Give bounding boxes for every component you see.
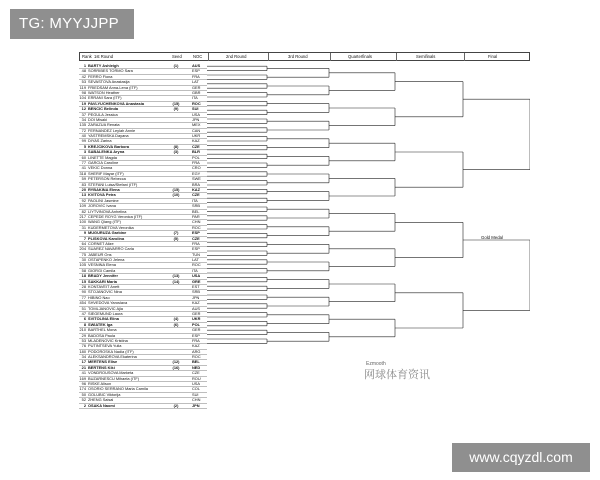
player-rank: 53 [81,337,86,343]
player-rank: 1 [83,63,86,68]
player-rank: 52 [81,397,86,403]
player-name: GOLUBIC Viktorija [88,391,121,397]
header-first-round: 1st Round [94,54,114,59]
player-noc: LAT [192,257,199,263]
player-noc: COL [192,386,200,392]
player-name: STOJANOVIC Nina [88,289,122,295]
player-rank: 29 [81,332,86,338]
player-noc: ITA [192,197,198,203]
player-rank: 17 [81,359,86,365]
player-seed: (12) [172,359,180,365]
player-seed: (2) [173,402,179,408]
player-rank: 64 [81,240,86,246]
player-noc: ESP [192,332,200,338]
player-rank: 109 [79,203,86,209]
bracket-lines [207,64,530,349]
player-name: SWIATEK Iga [88,321,113,327]
player-noc: JPN [192,116,200,122]
draw-sheet [79,52,530,440]
player-name: DOI Misaki [88,116,108,122]
player-name: BRADY Jennifer [88,273,118,279]
player-seed: (13) [172,273,180,279]
player-noc: TUN [192,251,200,257]
player-noc: ESP [192,68,200,74]
player-rank: 454 [79,300,86,306]
player-noc: ITA [192,95,198,101]
player-rank: 3 [83,149,86,155]
player-noc: JPN [192,294,200,300]
player-noc: CHN [192,219,201,225]
first-round-list [79,64,207,409]
player-noc: SUI [192,391,199,397]
player-noc: UKR [192,133,201,139]
player-name: JOROVIC Ivana [88,203,116,209]
player-seed: (4) [173,316,179,322]
player-rank: 318 [79,170,86,176]
player-noc: USA [192,111,200,117]
player-rank: 21 [81,364,86,370]
player-rank: 174 [79,386,86,392]
player-rank: 30 [81,257,86,263]
player-noc: ESP [192,230,200,236]
player-noc: EGY [192,170,201,176]
player-name: TOMLJANOVIC Ajla [88,305,123,311]
player-rank: 41 [81,165,86,171]
player-name: WANG Qiang (ITF) [88,219,121,225]
player-seed: (10) [172,192,180,198]
player-rank: 2 [83,402,86,408]
player-rank: 13 [81,192,86,198]
player-seed: (1) [173,63,179,68]
player-rank: 6 [83,316,86,322]
player-name: CEPEDE ROYG Veronica (ITF) [88,213,143,219]
player-name: YASTREMSKA Dayana [88,133,129,139]
player-rank: 9 [83,230,86,236]
player-rank: 31 [81,224,86,230]
player-name: STEFANI Luisa/Stefani (ITF) [88,181,138,187]
player-name: VONDROUSOVA Marketa [88,370,134,376]
player-name: PLISKOVA Karolina [88,235,125,241]
player-name: PODOROSKA Nadia (ITF) [88,348,134,354]
player-name: BARTHEL Mona [88,327,117,333]
player-name: BERTENS Kiki [88,364,115,370]
player-name: KVITOVA Petra [88,192,116,198]
player-noc: AUS [192,63,201,68]
player-name: PUTINTSEVA Yulia [88,343,122,349]
player-rank: 169 [79,375,86,381]
player-name: SHVEDOVA Yaroslava [88,300,128,306]
player-name: BARTY Ashleigh [88,63,119,68]
player-rank: 12 [81,106,86,112]
player-name: OSTAPENKO Jelena [88,257,125,263]
player-name: SAKKARI Maria [88,278,117,284]
player-rank: 58 [81,267,86,273]
player-name: PEGULA Jessica [88,111,118,117]
player-name: ZARAZUA Renata [88,122,120,128]
header-noc: NOC [193,54,203,59]
player-name: OSAKA Naomi [88,402,115,408]
player-rank: 90 [81,289,86,295]
player-rank: 34 [81,354,86,360]
player-noc: CRO [192,165,201,171]
player-name: ALEKSANDROVA Ekaterina [88,354,137,360]
player-name: VESNINA Elena [88,262,116,268]
player-name: GARCIA Caroline [88,160,119,166]
player-rank: 8 [83,321,86,327]
player-noc: FRA [192,73,200,79]
player-noc: CZE [192,370,200,376]
player-rank: 51 [81,305,86,311]
player-rank: 83 [81,181,86,187]
player-seed: (8) [173,143,179,149]
header-rank: Rank [82,54,92,59]
draw-row [79,404,207,409]
player-noc: EST [192,284,200,290]
player-rank: 75 [81,251,86,257]
player-rank: 92 [81,197,86,203]
player-rank: 50 [81,391,86,397]
player-noc: USA [192,273,201,279]
player-noc: CAN [192,127,201,133]
player-rank: 28 [81,284,86,290]
player-name: SABALENKA Aryna [88,149,125,155]
player-name: FERNANDEZ Leylah Annie [88,127,136,133]
player-seed: (16) [172,364,180,370]
player-noc: KAZ [192,300,200,306]
player-rank: 60 [81,154,86,160]
player-noc: ITA [192,267,198,273]
player-seed: (3) [173,149,179,155]
player-rank: 18 [81,273,86,279]
player-name: MUGURUZA Garbine [88,230,127,236]
player-rank: 98 [81,89,86,95]
player-noc: CZE [192,143,200,149]
player-name: LINETTE Magda [88,154,117,160]
player-noc: GER [192,310,201,316]
player-seed: (9) [173,106,179,112]
player-rank: 72 [81,127,86,133]
player-noc: GRE [192,278,201,284]
player-name: FERRO Fiona [88,73,113,79]
player-rank: 135 [79,122,86,128]
player-rank: 119 [79,84,86,90]
player-noc: KAZ [192,138,200,144]
player-noc: POL [192,154,200,160]
player-rank: 37 [81,111,86,117]
player-noc: SRB [192,203,200,209]
header-seed: Seed [172,54,182,59]
player-rank: 180 [79,348,86,354]
player-name: PAOLINI Jasmine [88,197,119,203]
player-noc: ROC [192,354,201,360]
player-noc: GER [192,84,201,90]
player-name: KUDERMETOVA Veronika [88,224,134,230]
player-rank: 104 [79,95,86,101]
player-name: OSORIO SERRANO Maria Camila [88,386,148,392]
player-rank: 7 [83,235,86,241]
player-rank: 15 [81,278,86,284]
gold-medal-label: Gold Medal [481,235,503,240]
player-rank: 204 [79,246,86,252]
player-seed: (7) [173,230,179,236]
player-name: SIEGEMUND Laura [88,310,123,316]
player-noc: BLR [192,149,200,155]
header-quarterfinals: Quarterfinals [348,54,372,59]
player-noc: MEX [192,122,201,128]
player-noc: UKR [192,316,201,322]
player-name: ZHENG Saisai [88,397,114,403]
player-name: RYBAKINA Elena [88,186,120,192]
player-name: BADOSA Paula [88,332,116,338]
player-rank: 34 [81,116,86,122]
player-name: JABEUR Ons [88,251,112,257]
player-noc: PAR [192,213,200,219]
player-name: FRIEDSAM Anna-Lena (ITF) [88,84,138,90]
player-noc: ROC [192,224,201,230]
player-noc: ROU [192,375,201,381]
header-final: Final [488,54,498,59]
header-third-round: 3rd Round [288,54,308,59]
player-rank: 100 [79,219,86,225]
channel-tag: TG: MYYJJPP [10,9,134,39]
player-rank: 41 [81,370,86,376]
player-name: SHERIF Mayar (ITF) [88,170,124,176]
player-rank: 20 [81,186,86,192]
player-rank: 76 [81,343,86,349]
player-noc: JPN [192,402,200,408]
player-rank: 210 [79,327,86,333]
player-name: CORNET Alize [88,240,114,246]
player-name: RISKE Alison [88,381,112,387]
player-noc: ROC [192,100,201,106]
player-noc: GER [192,327,201,333]
player-name: SORRIBES TORMO Sara [88,68,133,74]
watermark-large: 网球体育资讯 [364,369,430,381]
player-noc: SWE [192,176,201,182]
player-rank: 99 [81,138,86,144]
player-rank: 96 [81,381,86,387]
player-rank: 217 [79,213,86,219]
player-name: KONTAVEIT Anett [88,284,120,290]
player-noc: ESP [192,246,200,252]
player-name: HIBINO Nao [88,294,110,300]
player-noc: FRA [192,337,200,343]
player-noc: BRA [192,181,200,187]
player-name: SUAREZ NAVARRO Carla [88,246,134,252]
player-name: GIORGI Camila [88,267,116,273]
player-rank: 19 [81,100,86,106]
player-seed: (15) [172,100,180,106]
player-noc: CHN [192,397,201,403]
player-rank: 53 [81,79,86,85]
player-noc: POL [192,321,200,327]
player-noc: USA [192,381,200,387]
player-noc: FRA [192,240,200,246]
player-seed: (5) [173,235,179,241]
header-second-round: 2nd Round [226,54,247,59]
header-semifinals: Semifinals [416,54,436,59]
player-name: LIYTVINOVA Anhelina [88,208,127,214]
player-noc: ARG [192,348,201,354]
player-rank: 59 [81,176,86,182]
player-name: ERRANI Sara (ITF) [88,95,122,101]
player-name: MLADENOVIC Kristina [88,337,128,343]
draw-header [79,52,530,61]
player-noc: SUI [192,106,199,112]
player-name: BUZARNESCU Mihaela (ITF) [88,375,140,381]
player-rank: 47 [81,310,86,316]
player-rank: 5 [83,143,86,149]
player-name: PAVLYUCHENKOVA Anastasia [88,100,144,106]
player-name: WATSON Heather [88,89,120,95]
player-noc: BEL [192,359,200,365]
player-noc: KAZ [192,186,200,192]
player-noc: AUS [192,305,200,311]
player-name: BENCIC Belinda [88,106,119,112]
player-noc: GBR [192,89,201,95]
player-seed: (15) [172,186,180,192]
player-rank: 40 [81,133,86,139]
player-noc: NED [192,364,201,370]
player-rank: 77 [81,160,86,166]
player-name: KREJCIKOVA Barbora [88,143,130,149]
player-noc: FRA [192,160,200,166]
player-rank: 48 [81,68,86,74]
player-name: MERTENS Elise [88,359,118,365]
player-name: PETERSON Rebecca [88,176,126,182]
player-name: DIYAS Zarina [88,138,112,144]
player-noc: SRB [192,289,200,295]
player-seed: (6) [173,321,179,327]
player-rank: 42 [81,73,86,79]
player-name: VEKIC Donna [88,165,113,171]
footer-url: www.cqyzdl.com [452,443,590,472]
player-seed: (14) [172,278,180,284]
player-noc: CZE [192,235,200,241]
watermark-small: Ezmooth [366,361,386,367]
player-noc: ROC [192,262,201,268]
player-noc: CZE [192,192,200,198]
player-name: SVITOLINA Elina [88,316,119,322]
player-rank: 77 [81,294,86,300]
player-noc: LAT [192,79,199,85]
player-rank: 105 [79,262,86,268]
player-noc: BEL [192,208,200,214]
player-rank: 82 [81,208,86,214]
player-name: SEVASTOVA Anastasija [88,79,130,85]
player-noc: KAZ [192,343,200,349]
